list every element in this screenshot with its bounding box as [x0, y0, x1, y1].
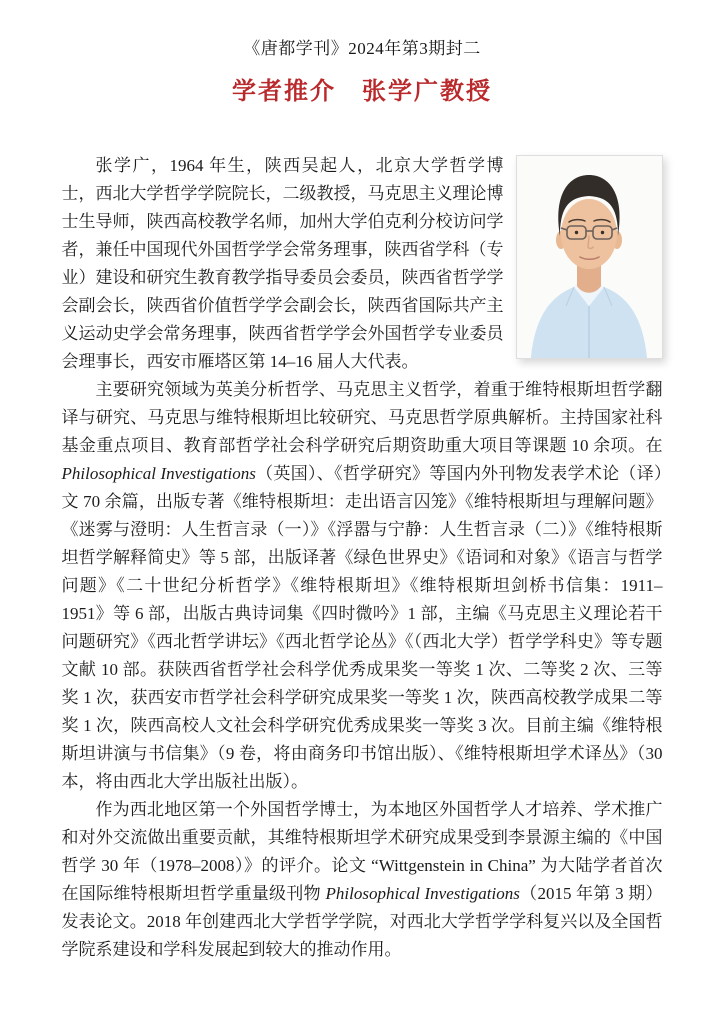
portrait-illustration	[517, 156, 662, 358]
page-header	[0, 0, 724, 106]
page-body	[62, 152, 663, 964]
page-title: 学者推介 张学广教授	[232, 79, 492, 105]
journal-issue-line: 《唐都学刊》2024年第3期封二	[243, 39, 481, 58]
research-text-segment: 主要研究领域为英美分析哲学、马克思主义哲学，着重于维特根斯坦哲学翻译与研究、马克思与维特根斯坦比较研究、马克思哲学原典解析。主持国家社科基金重点项目、教育部哲学社会科学研究后期资助重大项目等课题 10 余项。在	[61, 380, 663, 455]
research-achievements-paragraph	[62, 376, 663, 796]
influence-paragraph	[62, 796, 663, 964]
influence-text-segment: 作为西北地区第一个外国哲学博士，为本地区外国哲学人才培养、学术推广和对外交流做出重要贡献，其维特根斯坦学术研究成果受到李景源主编的《中国哲学 30 年（1978–2008）》的评介。论文 “Wittgenstein in China” 为大陆学者首次在国际维特根斯坦哲学重量级刊物	[61, 800, 663, 903]
portrait-photo	[516, 155, 663, 359]
journal-name-italic: Philosophical Investigations	[325, 884, 520, 903]
bio-text: 张学广，1964 年生，陕西吴起人，北京大学哲学博士，西北大学哲学学院院长，二级教授，马克思主义理论博士生导师，陕西高校教学名师，加州大学伯克利分校访问学者，兼任中国现代外国哲学学会常务理事，陕西省学科（专业）建设和研究生教育教学指导委员会委员，陕西省哲学学会副会长，陕西省价值哲学学会副会长，陕西省国际共产主义运动史学会常务理事，陕西省哲学学会外国哲学专业委员会理事长，西安市雁塔区第 14–16 届人大代表。	[61, 156, 504, 371]
research-text-segment: （英国）、《哲学研究》等国内外刊物发表学术论（译）文 70 余篇，出版专著《维特根斯坦：走出语言囚笼》《维特根斯坦与理解问题》《迷雾与澄明：人生哲言录（一）》《浮嚣与宁静：人生哲言录（二）》《维特根斯坦哲学解释简史》等 5 部，出版译著《绿色世界史》《语词和对象》《语言与哲学问题》《二十世纪分析哲学》《维特根斯坦》《维特根斯坦剑桥书信集：1911–1951》等 6 部，出版古典诗词集《四时微吟》1 部，主编《马克思主义理论若干问题研究》《西北哲学讲坛》《西北哲学论丛》《（西北大学）哲学学科史》等专题文献 10 部。获陕西省哲学社会科学优秀成果奖一等奖 1 次、二等奖 2 次、三等奖 1 次，获西安市哲学社会科学研究成果奖一等奖 1 次，陕西高校教学成果二等奖 1 次，陕西高校人文社会科学研究优秀成果奖一等奖 3 次。目前主编《维特根斯坦讲演与书信集》（9 卷，将由商务印书馆出版）、《维特根斯坦学术译丛》（30 本，将由西北大学出版社出版）。	[61, 464, 663, 791]
influence-text-segment: （2015 年第 3 期）发表论文。2018 年创建西北大学哲学学院，对西北大学哲学学科复兴以及全国哲学院系建设和学科发展起到较大的推动作用。	[61, 884, 663, 959]
journal-name-italic: Philosophical Investigations	[61, 464, 256, 483]
